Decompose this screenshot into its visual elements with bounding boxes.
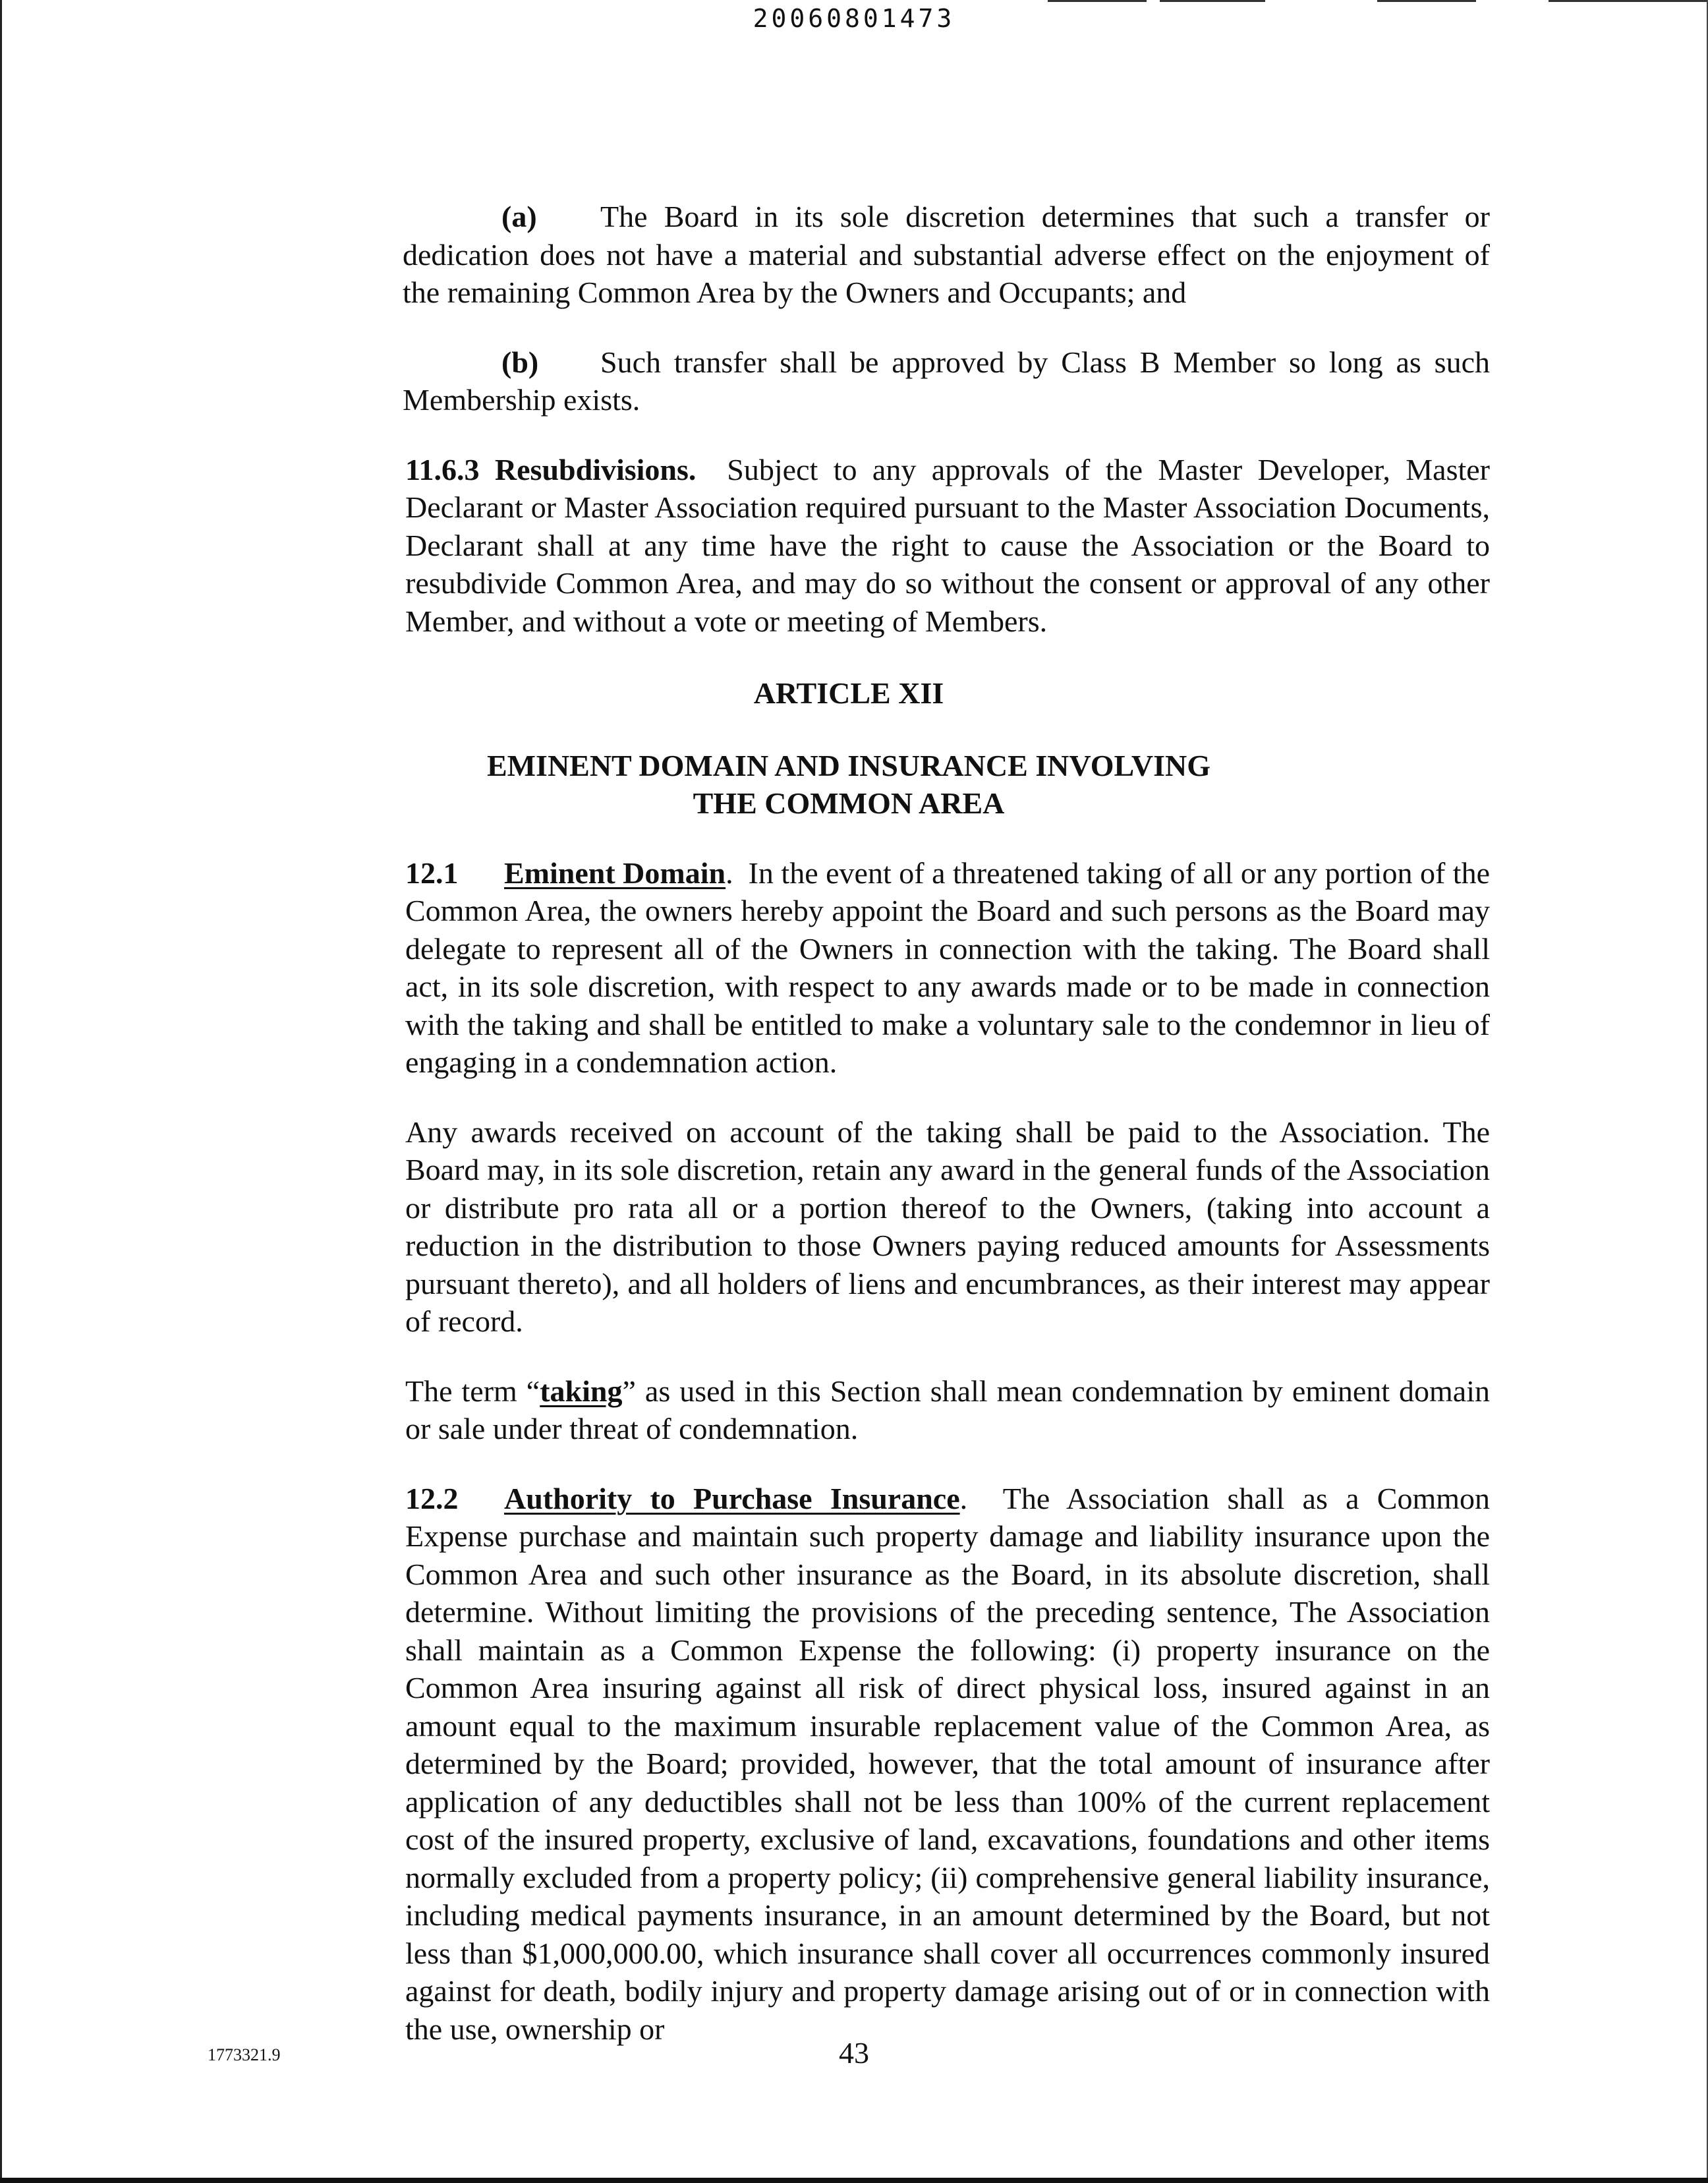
paragraph-b	[403, 343, 1490, 419]
section-12-1: 12.1 Eminent Domain. In the event of a threatened taking of all or any portion of the Common Area, the owners hereby appoint the Board and such persons as the Board may delegate to represent all of the Owners in connection with the taking. The Board shall act, in its sole discretion, with respect to any awards made or to be made in connection with the taking and shall be entitled to make a voluntary sale to the condemnor in lieu of engaging in a condemnation action.	[208, 854, 1490, 1082]
article-title	[208, 747, 1490, 823]
section-12-2-text: The Association shall as a Common Expense purchase and maintain such property damage and liability insurance upon the Common Area and such other insurance as the Board, in its absolute discretion, shall determine. Without limiting the provisions of the preceding sentence, The Association shall maintain as a Common Expense the following: (i) property insurance on the Common Area insuring against all risk of direct physical loss, insured against in an amount equal to the maximum insurable replacement value of the Common Area, as determined by the Board; provided, however, that the total amount of insurance after application of any deductibles shall not be less than 100% of the current replacement cost of the insured property, exclusive of land, excavations, foundations and other items normally excluded from a property policy; (ii) comprehensive general liability insurance, including medical payments insurance, in an amount determined by the Board, but not less than $1,000,000.00, which insurance shall cover all occurrences commonly insured against for death, bodily injury and property damage arising out of or in connection with the use, ownership or	[405, 1481, 1491, 2046]
section-12-2-number: 12.2	[405, 1481, 459, 1515]
section-11-6-3-title: Resubdivisions	[494, 452, 689, 486]
section-12-1-text: In the event of a threatened taking of all or any portion of the Common Area, the owners hereby appoint the Board and such persons as the Board may delegate to represent all of the Owners in connection with the taking. The Board shall act, in its sole discretion, with respect to any awards made or to be made in connection with the taking and shall be entitled to make a voluntary sale to the condemnor in lieu of engaging in a condemnation action.	[405, 856, 1490, 1079]
footer-document-id: 1773321.9	[208, 2045, 281, 2064]
article-title-line-1: EMINENT DOMAIN AND INSURANCE INVOLVING	[486, 748, 1211, 782]
definition-prefix: The term “	[405, 1374, 540, 1408]
section-12-1-title: Eminent Domain	[504, 856, 726, 890]
page-number: 43	[839, 2036, 869, 2070]
paragraph-a-label: (a)	[501, 200, 537, 233]
section-11-6-3-number: 11.6.3	[405, 452, 480, 486]
section-11-6-3: 11.6.3 Resubdivisions. Subject to any approvals of the Master Developer, Master Declarant or Master Association required pursuant to the Master Association Documents, Declarant shall at any time have the right to cause the Association or the Board to resubdivide Common Area, and may do so without the consent or approval of any other Member, and without a vote or meeting of Members.	[405, 452, 1490, 638]
section-12-2: 12.2 Authority to Purchase Insurance. The Association shall as a Common Expense purchase and maintain such property damage and liability insurance upon the Common Area and such other insurance as the Board, in its absolute discretion, shall determine. Without limiting the provisions of the preceding sentence, The Association shall maintain as a Common Expense the following: (i) property insurance on the Common Area insuring against all risk of direct physical loss, insured against in an amount equal to the maximum insurable replacement value of the Common Area, as determined by the Board; provided, however, that the total amount of insurance after application of any deductibles shall not be less than 100% of the current replacement cost of the insured property, exclusive of land, excavations, foundations and other items normally excluded from a property policy; (ii) comprehensive general liability insurance, including medical payments insurance, in an amount determined by the Board, but not less than $1,000,000.00, which insurance shall cover all occurrences commonly insured against for death, bodily injury and property damage arising out of or in connection with the use, ownership or	[208, 1480, 1490, 2049]
recording-number: 20060801473	[753, 4, 955, 33]
section-12-1-number: 12.1	[405, 856, 459, 890]
section-12-1-awards-paragraph: Any awards received on account of the taking shall be paid to the Association. The Board may, in its sole discretion, retain any award in the general funds of the Association or distribute pro rata all or a portion thereof to the Owners, (taking into account a reduction in the distribution to those Owners paying reduced amounts for Assessments pursuant thereto), and all holders of liens and encumbrances, as their interest may appear of record.	[405, 1115, 1490, 1338]
section-12-2-title: Authority to Purchase Insurance	[504, 1481, 960, 1515]
article-title-line-2: THE COMMON AREA	[693, 786, 1005, 820]
scan-left-edge	[0, 0, 2, 2183]
paragraph-a	[403, 198, 1490, 312]
paragraph-b-text: Such transfer shall be approved by Class B Member so long as such Membership exists.	[403, 345, 1490, 417]
section-11-6-3-text: Subject to any approvals of the Master Developer, Master Declarant or Master Association required pursuant to the Master Association Documents, Declarant shall at any time have the right to cause the Association or the Board to resubdivide Common Area, and may do so without the consent or approval of any other Member, and without a vote or meeting of Members.	[405, 452, 1490, 638]
paragraph-a-text: The Board in its sole discretion determines that such a transfer or dedication does not have a material and substantial adverse effect on the enjoyment of the remaining Common Area by the Owners and Occupants; and	[403, 200, 1490, 309]
article-heading: ARTICLE XII	[753, 676, 944, 710]
scan-bottom-edge	[0, 2178, 1708, 2183]
document-body	[208, 198, 1490, 2048]
paragraph-b-label: (b)	[501, 345, 539, 379]
definition-suffix: ” as used in this Section shall mean condemnation by eminent domain or sale under threat of condemnation.	[405, 1374, 1490, 1445]
defined-term-taking: taking	[540, 1374, 623, 1408]
section-12-1-definition-paragraph	[208, 1372, 1490, 1448]
